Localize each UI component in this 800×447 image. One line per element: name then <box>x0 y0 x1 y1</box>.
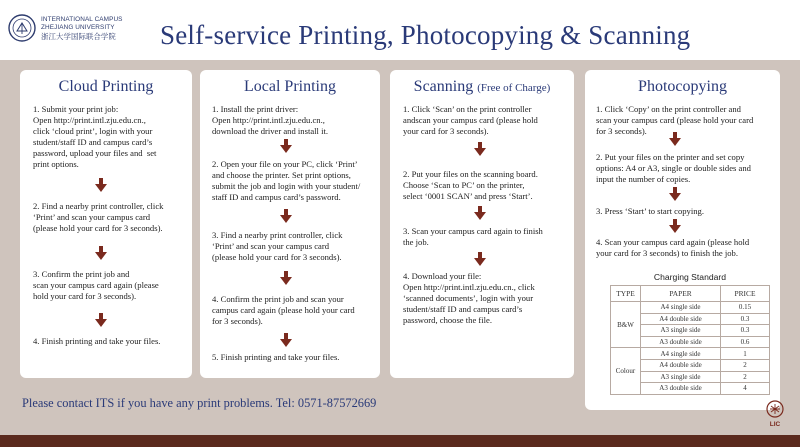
scanning-step-2: 2. Put your files on the scanning board. Choose ‘Scan to PC’ on the printer, select ‘0001 SCAN’ and press ‘Start’. <box>403 169 538 201</box>
university-seal-icon <box>8 14 36 42</box>
logo-line-1: INTERNATIONAL CAMPUS <box>41 16 123 23</box>
type-cell: Colour <box>611 348 641 394</box>
cloud-printing-title: Cloud Printing <box>58 78 154 95</box>
lic-emblem-icon <box>760 398 790 428</box>
cloud-step-1: 1. Submit your print job: Open http://print.intl.zju.edu.cn., click ‘cloud print’, login with your student/staff ID and campus card’s password, upload your files and set print options. <box>33 104 157 169</box>
down-arrow-icon <box>280 139 292 153</box>
paper-cell: A3 single side <box>641 325 721 337</box>
price-cell: 2 <box>721 359 770 371</box>
paper-cell: A4 double side <box>641 359 721 371</box>
down-arrow-icon <box>95 246 107 260</box>
down-arrow-icon <box>474 142 486 156</box>
down-arrow-icon <box>280 271 292 285</box>
table-row <box>611 302 770 314</box>
page-header <box>0 0 800 60</box>
scanning-title: Scanning <box>413 78 474 95</box>
paper-cell: A4 single side <box>641 348 721 360</box>
scanning-subtitle: (Free of Charge) <box>477 82 551 94</box>
local-step-4: 4. Confirm the print job and scan your campus card again (please hold your card for 3 seconds). <box>212 294 355 326</box>
lic-logo <box>760 398 790 428</box>
down-arrow-icon <box>669 219 681 233</box>
down-arrow-icon <box>669 132 681 146</box>
photocopy-step-2: 2. Put your files on the printer and set copy options: A4 or A3, single or double sides and input the number of copies. <box>596 152 751 184</box>
column-header-type: TYPE <box>611 286 641 302</box>
scanning-step-4: 4. Download your file: Open http://print.intl.zju.edu.cn., click ‘scanned documents’, login with your student/staff ID and campus card’s password, choose the file. <box>403 271 535 325</box>
column-header-paper: PAPER <box>641 286 721 302</box>
local-step-1: 1. Install the print driver: Open http://print.intl.zju.edu.cn., download the driver and install it. <box>212 104 328 136</box>
down-arrow-icon <box>669 187 681 201</box>
down-arrow-icon <box>474 206 486 220</box>
scanning-step-1: 1. Click ‘Scan’ on the print controller andscan your campus card (please hold your card for 3 seconds). <box>403 104 538 136</box>
lic-label: LIC <box>769 421 781 428</box>
paper-cell: A4 single side <box>641 302 721 314</box>
price-cell: 0.3 <box>721 313 770 325</box>
down-arrow-icon <box>280 209 292 223</box>
footer-bar <box>0 435 800 447</box>
paper-cell: A3 double side <box>641 336 721 348</box>
table-row <box>611 348 770 360</box>
price-cell: 0.6 <box>721 336 770 348</box>
local-printing-title: Local Printing <box>244 78 336 95</box>
logo-line-3: 浙江大学国际联合学院 <box>41 32 116 41</box>
page-title: Self-service Printing, Photocopying & Scanning <box>160 20 691 50</box>
paper-cell: A3 double side <box>641 383 721 395</box>
campus-logo <box>8 14 148 50</box>
logo-line-2: ZHEJIANG UNIVERSITY <box>41 24 115 31</box>
scanning-step-3: 3. Scan your campus card again to finish the job. <box>403 226 543 247</box>
column-header-price: PRICE <box>721 286 770 302</box>
price-cell: 0.3 <box>721 325 770 337</box>
charging-standard-title: Charging Standard <box>653 272 727 282</box>
price-cell: 1 <box>721 348 770 360</box>
local-step-3: 3. Find a nearby print controller, click ‘Print’ and scan your campus card (please hold your card for 3 seconds). <box>212 230 343 262</box>
cloud-step-2: 2. Find a nearby print controller, click ‘Print’ and scan your campus card (please hold your card for 3 seconds). <box>33 201 164 233</box>
cloud-step-4: 4. Finish printing and take your files. <box>33 336 161 346</box>
photocopying-title: Photocopying <box>638 78 727 95</box>
photocopy-step-3: 3. Press ‘Start’ to start copying. <box>596 206 704 216</box>
photocopy-step-1: 1. Click ‘Copy’ on the print controller and scan your campus card (please hold your card for 3 seconds). <box>596 104 754 136</box>
type-cell: B&W <box>611 302 641 348</box>
down-arrow-icon <box>474 252 486 266</box>
paper-cell: A4 double side <box>641 313 721 325</box>
down-arrow-icon <box>95 313 107 327</box>
charging-table <box>610 285 770 395</box>
down-arrow-icon <box>95 178 107 192</box>
cloud-step-3: 3. Confirm the print job and scan your campus card again (please hold your card for 3 seconds). <box>33 269 159 301</box>
table-header-row <box>611 286 770 302</box>
photocopy-step-4: 4. Scan your campus card again (please hold your card for 3 seconds) to finish the job. <box>596 237 750 258</box>
contact-info: Please contact ITS if you have any print problems. Tel: 0571-87572669 <box>22 396 377 410</box>
down-arrow-icon <box>280 333 292 347</box>
price-cell: 2 <box>721 371 770 383</box>
local-step-5: 5. Finish printing and take your files. <box>212 352 340 362</box>
paper-cell: A3 single side <box>641 371 721 383</box>
price-cell: 4 <box>721 383 770 395</box>
local-step-2: 2. Open your file on your PC, click ‘Print’ and choose the printer. Set print options, submit the job and login with your student/ staff ID and campus card’s password. <box>212 159 361 202</box>
price-cell: 0.15 <box>721 302 770 314</box>
